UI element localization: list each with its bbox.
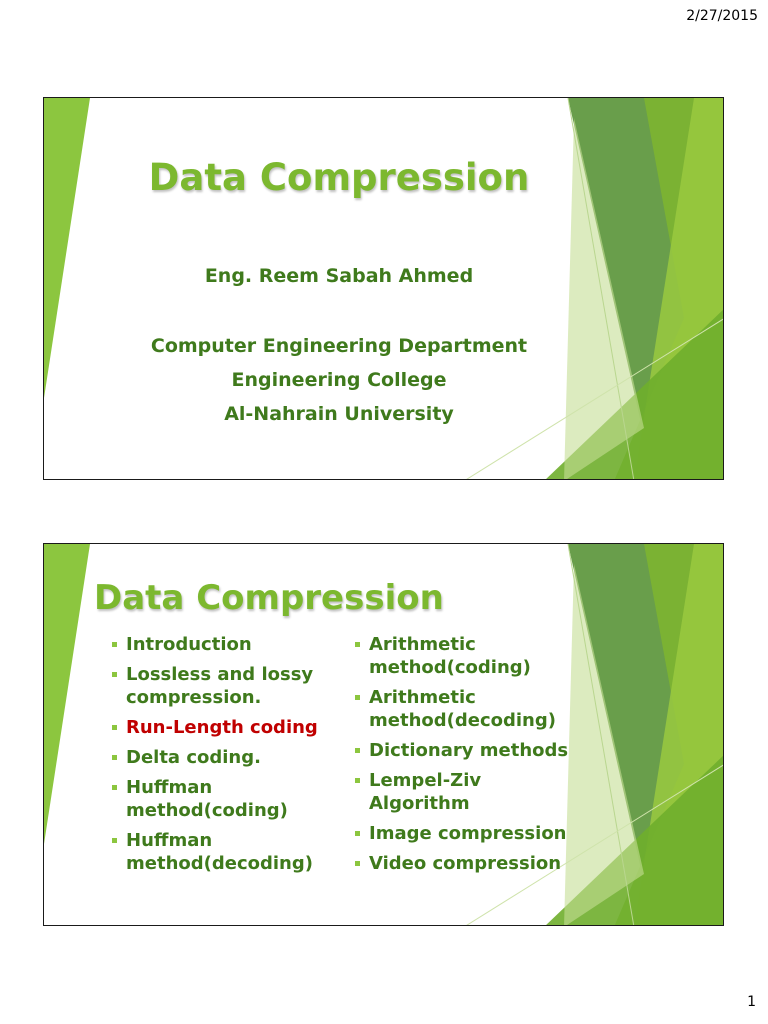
list-item: Arithmetic method(coding) [355, 633, 585, 679]
bullet-icon [112, 642, 117, 647]
university: Al-Nahrain University [224, 403, 454, 425]
department: Computer Engineering Department [150, 335, 528, 357]
college: Engineering College [231, 369, 447, 391]
list-item: Image compression [355, 822, 585, 845]
bullet-icon [112, 755, 117, 760]
list-item: Video compression [355, 852, 585, 875]
bullet-icon [355, 861, 360, 866]
list-item: Introduction [112, 633, 342, 656]
topic-list-left [112, 633, 342, 882]
bullet-icon [355, 748, 360, 753]
topic-list-right [355, 633, 585, 882]
slide1-title: Data Compression [148, 156, 530, 199]
bullet-icon [355, 831, 360, 836]
bullet-icon [112, 785, 117, 790]
list-item: Dictionary methods [355, 739, 585, 762]
list-item: Huffman method(decoding) [112, 829, 342, 875]
print-date: 2/27/2015 [686, 8, 758, 24]
page-number: 1 [747, 994, 756, 1010]
bullet-icon [112, 725, 117, 730]
slide-title [43, 97, 724, 480]
list-item: Arithmetic method(decoding) [355, 686, 585, 732]
slide2-title: Data Compression [94, 578, 444, 618]
list-item: Huffman method(coding) [112, 776, 342, 822]
list-item: Delta coding. [112, 746, 342, 769]
bullet-icon [355, 695, 360, 700]
bullet-icon [355, 642, 360, 647]
slide-contents [43, 543, 724, 926]
list-item-highlighted: Run-Length coding [112, 716, 342, 739]
bullet-icon [112, 838, 117, 843]
list-item: Lossless and lossy compression. [112, 663, 342, 709]
list-item: Lempel-Ziv Algorithm [355, 769, 585, 815]
bullet-icon [112, 672, 117, 677]
author-name: Eng. Reem Sabah Ahmed [204, 265, 474, 287]
bullet-icon [355, 778, 360, 783]
